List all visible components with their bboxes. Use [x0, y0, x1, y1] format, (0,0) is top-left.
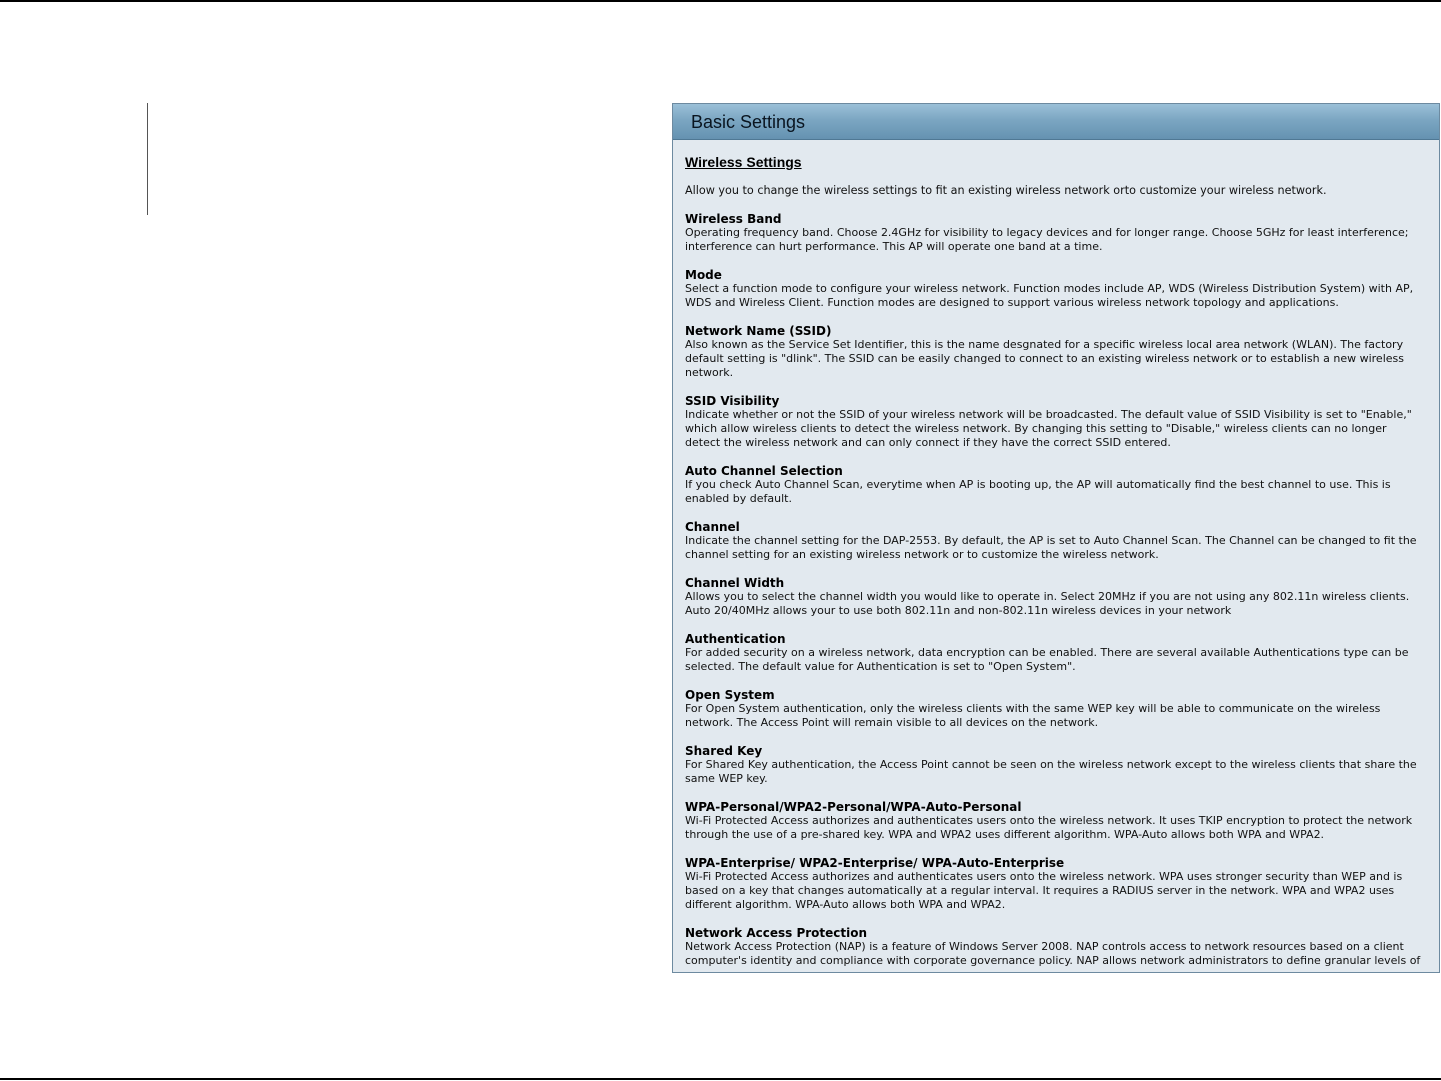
entry-text-channel-width: Allows you to select the channel width you would like to operate in. Select 20MHz if you are not using any 802.11n wireless clients. Auto 20/40MHz allows your to use both 802.11n and non-802.11n wireless devices in your network	[685, 590, 1410, 617]
entry-text-channel: Indicate the channel setting for the DAP-2553. By default, the AP is set to Auto Channel Scan. The Channel can be changed to fit the channel setting for an existing wireless network or to customize the wireless network.	[685, 534, 1417, 561]
margin-divider-line	[147, 103, 148, 215]
help-entry	[685, 744, 1425, 786]
panel-title: Basic Settings	[673, 104, 1439, 140]
help-entry	[685, 688, 1425, 730]
entry-title-ssid-visibility: SSID Visibility	[685, 394, 780, 408]
entry-title-nap: Network Access Protection	[685, 926, 868, 940]
page-bottom-rule	[0, 1078, 1441, 1080]
entry-title-mode: Mode	[685, 268, 722, 282]
entry-text-mode: Select a function mode to configure your wireless network. Function modes include AP, WDS (Wireless Distribution System) with AP, WDS and Wireless Client. Function modes are designed to support various wireless network topology and applications.	[685, 282, 1414, 309]
panel-body	[673, 140, 1439, 968]
basic-settings-panel	[672, 103, 1440, 973]
entry-text-wpa-enterprise: Wi-Fi Protected Access authorizes and authenticates users onto the wireless network. WPA uses stronger security than WEP and is based on a key that changes automatically at a regular interval. It requires a RADIUS server in the network. WPA and WPA2 uses different algorithm. WPA-Auto allows both WPA and WPA2.	[685, 870, 1403, 911]
help-entry	[685, 800, 1425, 842]
entry-title-channel: Channel	[685, 520, 740, 534]
help-entry	[685, 520, 1425, 562]
entry-text-ssid-visibility: Indicate whether or not the SSID of your wireless network will be broadcasted. The default value of SSID Visibility is set to "Enable," which allow wireless clients to detect the wireless network. By changing this setting to "Disable," wireless clients can no longer detect the wireless network and can only connect if they have the correct SSID entered.	[685, 408, 1412, 449]
entry-title-wpa-enterprise: WPA-Enterprise/ WPA2-Enterprise/ WPA-Auto-Enterprise	[685, 856, 1065, 870]
entry-title-authentication: Authentication	[685, 632, 786, 646]
entry-text-ssid: Also known as the Service Set Identifier, this is the name desgnated for a specific wireless local area network (WLAN). The factory default setting is "dlink". The SSID can be easily changed to connect to an existing wireless network or to establish a new wireless network.	[685, 338, 1404, 379]
help-entry	[685, 324, 1425, 380]
entry-title-wpa-personal: WPA-Personal/WPA2-Personal/WPA-Auto-Personal	[685, 800, 1022, 814]
help-entry	[685, 632, 1425, 674]
entry-title-open-system: Open System	[685, 688, 775, 702]
help-entry	[685, 464, 1425, 506]
entry-text-auto-channel: If you check Auto Channel Scan, everytime when AP is booting up, the AP will automatically find the best channel to use. This is enabled by default.	[685, 478, 1391, 505]
entry-title-wireless-band: Wireless Band	[685, 212, 782, 226]
entry-title-shared-key: Shared Key	[685, 744, 763, 758]
wireless-settings-heading-link[interactable]: Wireless Settings	[685, 154, 802, 170]
entry-title-channel-width: Channel Width	[685, 576, 785, 590]
entry-text-nap: Network Access Protection (NAP) is a feature of Windows Server 2008. NAP controls access to network resources based on a client computer's identity and compliance with corporate governance policy. NAP allows network administrators to define granular levels of	[685, 940, 1421, 967]
help-entry	[685, 926, 1425, 968]
help-entry	[685, 856, 1425, 912]
page-top-rule	[0, 0, 1441, 2]
intro-text: Allow you to change the wireless settings to fit an existing wireless network orto customize your wireless network.	[685, 184, 1327, 197]
entry-title-ssid: Network Name (SSID)	[685, 324, 832, 338]
entry-title-auto-channel: Auto Channel Selection	[685, 464, 843, 478]
entry-text-authentication: For added security on a wireless network, data encryption can be enabled. There are several available Authentications type can be selected. The default value for Authentication is set to "Open System".	[685, 646, 1409, 673]
entry-text-shared-key: For Shared Key authentication, the Access Point cannot be seen on the wireless network except to the wireless clients that share the same WEP key.	[685, 758, 1417, 785]
entry-text-open-system: For Open System authentication, only the wireless clients with the same WEP key will be able to communicate on the wireless network. The Access Point will remain visible to all devices on the network.	[685, 702, 1381, 729]
entry-text-wireless-band: Operating frequency band. Choose 2.4GHz for visibility to legacy devices and for longer range. Choose 5GHz for least interference; interference can hurt performance. This AP will operate one band at a time.	[685, 226, 1409, 253]
help-entry	[685, 394, 1425, 450]
help-entry	[685, 268, 1425, 310]
help-entry	[685, 576, 1425, 618]
entry-text-wpa-personal: Wi-Fi Protected Access authorizes and authenticates users onto the wireless network. It uses TKIP encryption to protect the network through the use of a pre-shared key. WPA and WPA2 uses different algorithm. WPA-Auto allows both WPA and WPA2.	[685, 814, 1413, 841]
help-entry	[685, 212, 1425, 254]
